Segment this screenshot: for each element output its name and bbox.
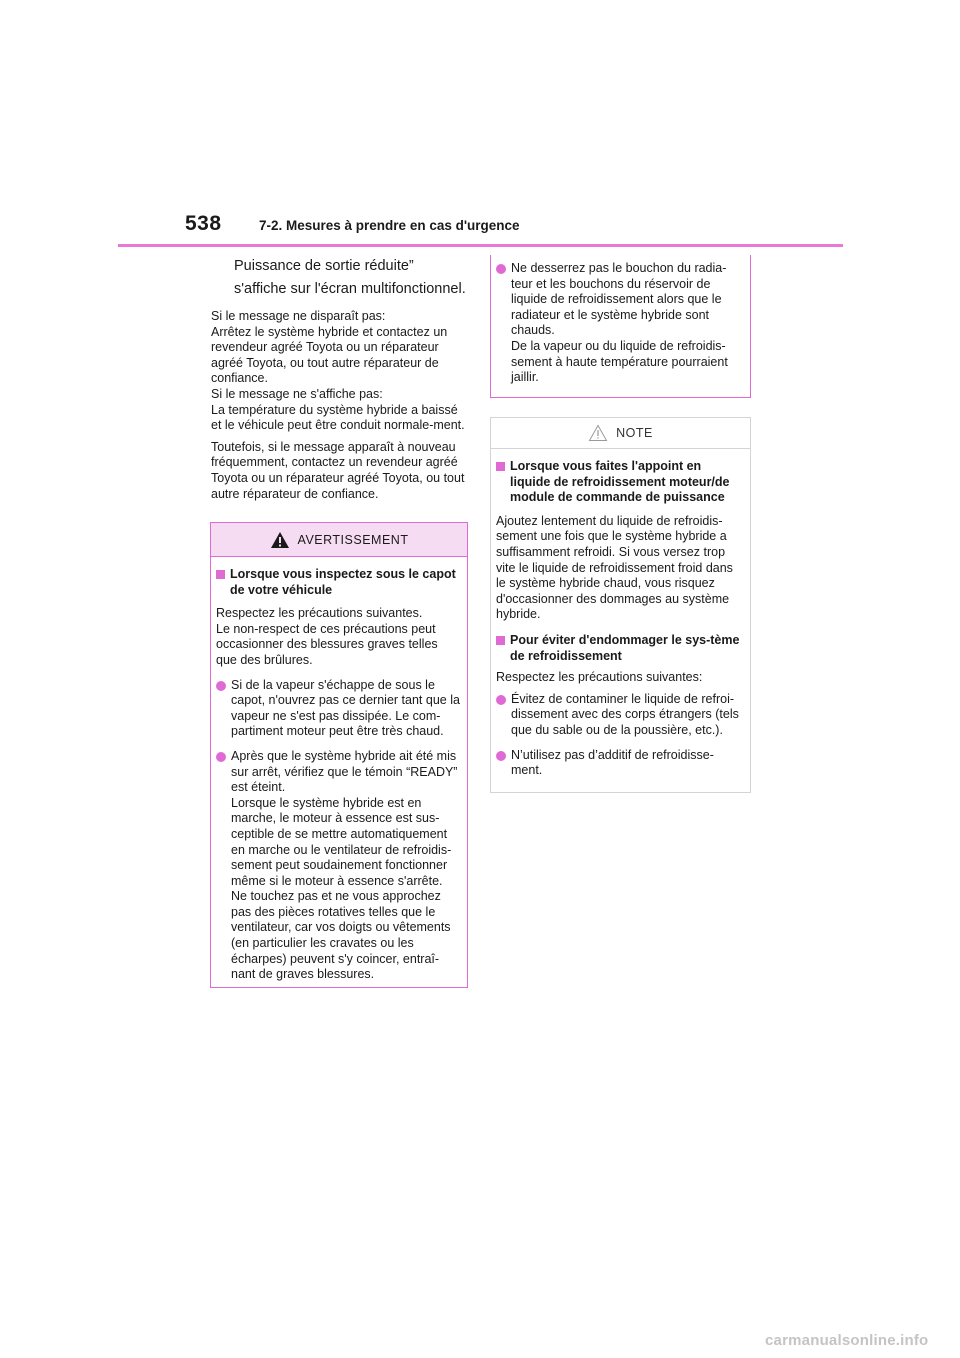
warning-box-continued xyxy=(490,255,751,398)
note-heading-2 xyxy=(496,633,744,664)
bullet-text: Après que le système hybride ait été mis sur arrêt, vérifiez que le témoin “READY” est éteint. Lorsque le système hybride est en marche, le moteur à essence est sus-ceptible de se mettre automatiquement en marche ou le ventilateur de refroidis-sement peut soudainement fonctionner même si le moteur à essence s'arrête. Ne touchez pas et ne vous approchez pas des pièces rotatives telles que le ventilateur, car vos doigts ou vêtements (en particulier les cravates ou les écharpes) peuvent s'y coincer, entraî-nant de graves blessures. xyxy=(231,748,458,982)
header-rule xyxy=(118,244,843,247)
note-bullet-1 xyxy=(496,692,744,739)
section-title: 7-2. Mesures à prendre en cas d'urgence xyxy=(259,218,520,233)
warning-triangle-icon xyxy=(270,531,290,549)
round-bullet-icon xyxy=(216,752,226,762)
note-heading-1 xyxy=(496,459,744,506)
paragraph-2: Toutefois, si le message apparaît à nouveau fréquemment, contactez un revendeur agréé Toyota ou un réparateur agréé Toyota, ou tout autre réparateur de confiance. xyxy=(211,439,465,501)
warning-intro: Respectez les précautions suivantes. Le non-respect de ces précautions peut occasionner des blessures graves telles que des brûlures. xyxy=(216,606,438,667)
warning-heading-text: Lorsque vous inspectez sous le capot de votre véhicule xyxy=(230,567,456,597)
watermark: carmanualsonline.info xyxy=(765,1332,929,1349)
lead-line-1: Puissance de sortie réduite” xyxy=(234,258,414,274)
left-column xyxy=(211,255,469,508)
bullet-text: N’utilisez pas d’additif de refroidisse-ment. xyxy=(511,747,714,778)
note-box xyxy=(490,417,751,793)
round-bullet-icon xyxy=(216,681,226,691)
square-bullet-icon xyxy=(496,462,505,471)
bullet-text: Évitez de contaminer le liquide de refroi-dissement avec des corps étrangers (tels que du sable ou de la poussière, etc.). xyxy=(511,691,739,737)
note-header xyxy=(491,418,750,449)
note-heading-1-text: Lorsque vous faites l'appoint en liquide de refroidissement moteur/de module de commande de puissance xyxy=(510,459,730,505)
note-heading-2-text: Pour éviter d'endommager le sys-tème de refroidissement xyxy=(510,632,740,663)
round-bullet-icon xyxy=(496,751,506,761)
note-title: NOTE xyxy=(616,426,653,440)
note-bullet-2 xyxy=(496,748,744,779)
warning-continued-content xyxy=(491,255,750,386)
warning-heading xyxy=(216,567,461,598)
bullet-text: Ne desserrez pas le bouchon du radia-teur et les bouchons du réservoir de liquide de refroidissement alors que le radiateur et le système hybride sont chauds. De la vapeur ou du liquide de refroidis-sement à haute température pourraient jaillir. xyxy=(511,261,728,385)
square-bullet-icon xyxy=(496,636,505,645)
warning-bullet-3 xyxy=(496,261,744,386)
lead-line-2: s'affiche sur l'écran multifonctionnel. xyxy=(234,281,466,297)
page-number: 538 xyxy=(185,212,222,235)
bullet-text: Si de la vapeur s'échappe de sous le capot, n'ouvrez pas ce dernier tant que la vapeur ne s'est pas dissipée. Le com-partiment moteur peut être très chaud. xyxy=(231,677,460,739)
square-bullet-icon xyxy=(216,570,225,579)
warning-title: AVERTISSEMENT xyxy=(297,532,409,547)
round-bullet-icon xyxy=(496,695,506,705)
paragraph-1: Si le message ne disparaît pas: Arrêtez le système hybride et contactez un revendeur agréé Toyota ou un réparateur agréé Toyota, ou tout autre réparateur de confiance. Si le message ne s'affiche pas: La température du système hybride a baissé et le véhicule peut être conduit normale-ment. xyxy=(211,309,465,433)
page-header xyxy=(0,0,960,260)
warning-bullet-2 xyxy=(216,749,461,983)
left-body xyxy=(211,309,469,502)
round-bullet-icon xyxy=(496,264,506,274)
note-text-1: Ajoutez lentement du liquide de refroidis-sement une fois que le système hybride a suffisamment refroidi. Si vous versez trop vite le liquide de refroidissement froid dans le système hybride chaud, vous risquez d'occasionner des dommages au système hybride. xyxy=(496,513,733,622)
warning-header xyxy=(211,523,467,557)
lead-text xyxy=(211,255,469,301)
warning-bullet-1 xyxy=(216,678,461,740)
caution-triangle-icon xyxy=(588,424,608,442)
warning-box xyxy=(210,522,468,988)
note-text-2: Respectez les précautions suivantes: xyxy=(496,670,703,685)
note-content xyxy=(491,449,750,779)
warning-content xyxy=(211,557,467,983)
